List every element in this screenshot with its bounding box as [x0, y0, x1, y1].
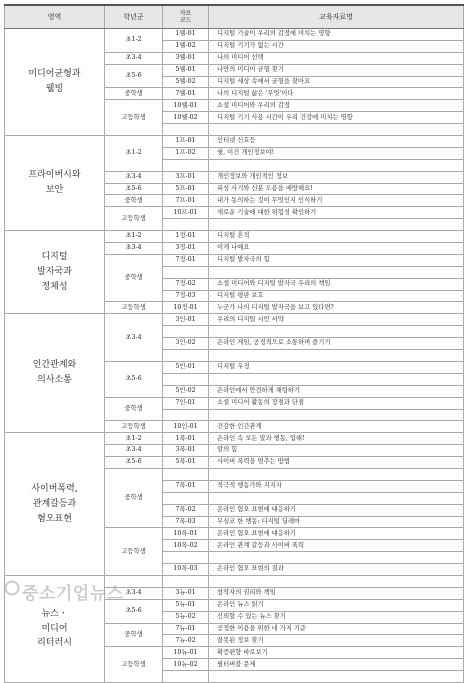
- title-cell: 디지털 흔적: [209, 231, 464, 243]
- code-cell: 10뉴-01: [163, 647, 209, 659]
- area-cell: 인간관계와 의사소통: [5, 314, 105, 433]
- code-cell: 1프-01: [163, 136, 209, 148]
- code-cell: [163, 552, 209, 564]
- title-cell: [209, 326, 464, 338]
- title-cell: 누군가 나의 디지털 발자국을 보고 있다면?: [209, 302, 464, 314]
- grade-cell: 초3-4: [105, 314, 163, 362]
- grade-cell: 고등학생: [105, 302, 163, 314]
- grade-cell: 초3-4: [105, 587, 163, 599]
- code-cell: 7뉴-02: [163, 635, 209, 647]
- title-cell: 소셜 미디어와 우리의 감정: [209, 100, 464, 112]
- code-cell: [163, 326, 209, 338]
- grade-cell: 중학생: [105, 468, 163, 527]
- title-cell: 온라인 뉴스 읽기: [209, 599, 464, 611]
- grade-cell: 고등학생: [105, 647, 163, 683]
- title-cell: 디지털 기술이 우리의 감정에 미치는 영향: [209, 29, 464, 41]
- grade-cell: 초3-4: [105, 445, 163, 457]
- title-cell: 소셜 미디어와 디지털 발자국 우리의 책임: [209, 278, 464, 290]
- title-cell: [209, 492, 464, 504]
- code-cell: 3프-01: [163, 171, 209, 183]
- code-cell: [163, 468, 209, 480]
- grade-cell: 초5-6: [105, 64, 163, 88]
- code-cell: 7폭-03: [163, 516, 209, 528]
- table-header-row: [5, 5, 464, 29]
- header-grade: 학년군: [105, 5, 163, 29]
- grade-cell: 고등학생: [105, 100, 163, 136]
- table-body: [5, 29, 464, 683]
- code-cell: 10정-01: [163, 302, 209, 314]
- grade-cell: 초5-6: [105, 183, 163, 195]
- grade-cell: 초5-6: [105, 457, 163, 469]
- title-cell: 말의 힘: [209, 445, 464, 457]
- title-cell: 나의 미디어 선택: [209, 52, 464, 64]
- code-cell: 1정-01: [163, 231, 209, 243]
- area-cell: 디지털 발자국과 정체성: [5, 231, 105, 314]
- title-cell: 잘못된 정보 찾기: [209, 635, 464, 647]
- title-cell: 필터버블 문제: [209, 659, 464, 671]
- title-cell: 무심코 한 행동: 디지털 딜레마: [209, 516, 464, 528]
- title-cell: 나의 디지털 삶은 '무엇'이다: [209, 88, 464, 100]
- code-cell: 7뉴-01: [163, 623, 209, 635]
- title-cell: 새로운 기술에 대한 위험성 확인하기: [209, 207, 464, 219]
- area-cell: 사이버폭력, 관계갈등과 혐오표현: [5, 433, 105, 576]
- code-cell: 7프-01: [163, 195, 209, 207]
- code-cell: [163, 350, 209, 362]
- title-cell: 디지털 우정: [209, 361, 464, 373]
- code-cell: 10프-01: [163, 207, 209, 219]
- code-cell: 10인-01: [163, 421, 209, 433]
- title-cell: 온라인 게임, 공정적으로 소통하며 즐기기: [209, 338, 464, 350]
- code-cell: 7인-01: [163, 397, 209, 409]
- title-cell: 신뢰할 수 있는 뉴스 찾기: [209, 611, 464, 623]
- grade-cell: 초1-2: [105, 231, 163, 243]
- title-cell: 온라인 혐오 표현의 결과: [209, 564, 464, 576]
- title-cell: 적극적 행동가와 지지자: [209, 480, 464, 492]
- grade-cell: 초3-4: [105, 171, 163, 183]
- code-cell: 5프-01: [163, 183, 209, 195]
- code-cell: 3인-01: [163, 314, 209, 326]
- watermark-text: 중소기업뉴스: [22, 584, 124, 604]
- code-cell: 5인-02: [163, 385, 209, 397]
- grade-cell: 고등학생: [105, 207, 163, 231]
- code-cell: 1웰-01: [163, 29, 209, 41]
- code-cell: 3정-01: [163, 243, 209, 255]
- education-materials-table: [4, 4, 464, 683]
- title-cell: 확증편향 바로보기: [209, 647, 464, 659]
- code-cell: [163, 409, 209, 421]
- title-cell: 쉿, 이건 개인정보야!: [209, 147, 464, 159]
- grade-cell: 초1-2: [105, 136, 163, 172]
- code-cell: 7폭-02: [163, 504, 209, 516]
- code-cell: 5웰-02: [163, 76, 209, 88]
- grade-cell: 중학생: [105, 254, 163, 302]
- table-row: [5, 575, 464, 587]
- code-cell: 5뉴-01: [163, 599, 209, 611]
- code-cell: [163, 671, 209, 683]
- title-cell: [209, 575, 464, 587]
- title-cell: [209, 373, 464, 385]
- grade-cell: 중학생: [105, 623, 163, 647]
- grade-cell: 초1-2: [105, 29, 163, 53]
- code-cell: 10뉴-02: [163, 659, 209, 671]
- title-cell: 디지털 기기가 없는 시간: [209, 40, 464, 52]
- code-cell: 7웰-01: [163, 88, 209, 100]
- code-cell: [163, 266, 209, 278]
- area-cell: 미디어균형과 웰빙: [5, 29, 105, 136]
- table-row: [5, 314, 464, 326]
- grade-cell: 초5-6: [105, 361, 163, 397]
- code-cell: [163, 492, 209, 504]
- title-cell: 디지털 세상 속에서 균형을 찾아요: [209, 76, 464, 88]
- title-cell: 내가 동의하는 것이 무엇인지 인식하기: [209, 195, 464, 207]
- code-cell: 3인-02: [163, 338, 209, 350]
- code-cell: 5인-01: [163, 361, 209, 373]
- table-row: [5, 29, 464, 41]
- title-cell: [209, 468, 464, 480]
- code-cell: 10폭-02: [163, 540, 209, 552]
- title-cell: 소셜 미디어 활동의 장점과 단점: [209, 397, 464, 409]
- code-cell: 5웰-01: [163, 64, 209, 76]
- title-cell: [209, 350, 464, 362]
- grade-cell: 초5-6: [105, 599, 163, 623]
- code-cell: 10웰-02: [163, 112, 209, 124]
- code-cell: [163, 219, 209, 231]
- title-cell: [209, 219, 464, 231]
- code-cell: 7정-03: [163, 290, 209, 302]
- title-cell: 디지털 기기 사용 시간이 우리 건강에 미치는 영향: [209, 112, 464, 124]
- header-area: 영역: [5, 5, 105, 29]
- grade-cell: 고등학생: [105, 421, 163, 433]
- title-cell: 사이버 폭력을 멈추는 방법: [209, 457, 464, 469]
- code-cell: [163, 124, 209, 136]
- area-cell: 뉴스ㆍ 미디어 리터러시: [5, 575, 105, 682]
- grade-cell: 초1-2: [105, 433, 163, 445]
- header-title: 교육자료명: [209, 5, 464, 29]
- title-cell: 우리의 디지털 시민 서약: [209, 314, 464, 326]
- table-row: [5, 231, 464, 243]
- title-cell: 나만의 미디어 균형 찾기: [209, 64, 464, 76]
- title-cell: [209, 409, 464, 421]
- grade-cell: 초3-4: [105, 243, 163, 255]
- code-cell: 3웰-01: [163, 52, 209, 64]
- grade-cell: 초3-4: [105, 52, 163, 64]
- code-cell: 1웰-02: [163, 40, 209, 52]
- grade-cell: [105, 575, 163, 587]
- code-cell: 3폭-01: [163, 445, 209, 457]
- title-cell: [209, 124, 464, 136]
- title-cell: 인터넷 신호등: [209, 136, 464, 148]
- header-code: 자료 코드: [163, 5, 209, 29]
- title-cell: [209, 671, 464, 683]
- code-cell: 7폭-01: [163, 480, 209, 492]
- title-cell: 개인정보와 개인적인 정보: [209, 171, 464, 183]
- code-cell: 1프-02: [163, 147, 209, 159]
- grade-cell: 중학생: [105, 195, 163, 207]
- area-cell: 프라이버시와 보안: [5, 136, 105, 231]
- code-cell: 10웰-01: [163, 100, 209, 112]
- code-cell: [163, 159, 209, 171]
- code-cell: 1폭-01: [163, 433, 209, 445]
- title-cell: [209, 552, 464, 564]
- title-cell: 창작자의 권리와 책임: [209, 587, 464, 599]
- title-cell: 온라인 속 모든 말과 행동, 업해!: [209, 433, 464, 445]
- code-cell: 10폭-01: [163, 528, 209, 540]
- grade-cell: 중학생: [105, 397, 163, 421]
- code-cell: 5폭-01: [163, 457, 209, 469]
- title-cell: 건강한 인간관계: [209, 421, 464, 433]
- title-cell: 온라인에서 안전하게 채팅하기: [209, 385, 464, 397]
- title-cell: 디지털 평판 보호: [209, 290, 464, 302]
- table-row: [5, 433, 464, 445]
- code-cell: 7정-01: [163, 254, 209, 266]
- title-cell: 이게 나예요: [209, 243, 464, 255]
- table-row: [5, 136, 464, 148]
- grade-cell: 고등학생: [105, 528, 163, 576]
- title-cell: [209, 266, 464, 278]
- code-cell: 5뉴-02: [163, 611, 209, 623]
- code-cell: [163, 373, 209, 385]
- code-cell: 7정-02: [163, 278, 209, 290]
- grade-cell: 중학생: [105, 88, 163, 100]
- title-cell: 디지털 발자국의 힘: [209, 254, 464, 266]
- title-cell: 온라인 혐오 표현에 대응하기: [209, 504, 464, 516]
- code-cell: [163, 575, 209, 587]
- title-cell: [209, 159, 464, 171]
- code-cell: 10폭-03: [163, 564, 209, 576]
- title-cell: 공정한 이용을 위한 네 가지 기준: [209, 623, 464, 635]
- title-cell: 온라인 혐오 표현에 대응하기: [209, 528, 464, 540]
- code-cell: 3뉴-01: [163, 587, 209, 599]
- title-cell: 피싱 사기와 신분 도용을 예방해요!: [209, 183, 464, 195]
- title-cell: 온라인 관계 갈등과 사이버 폭력: [209, 540, 464, 552]
